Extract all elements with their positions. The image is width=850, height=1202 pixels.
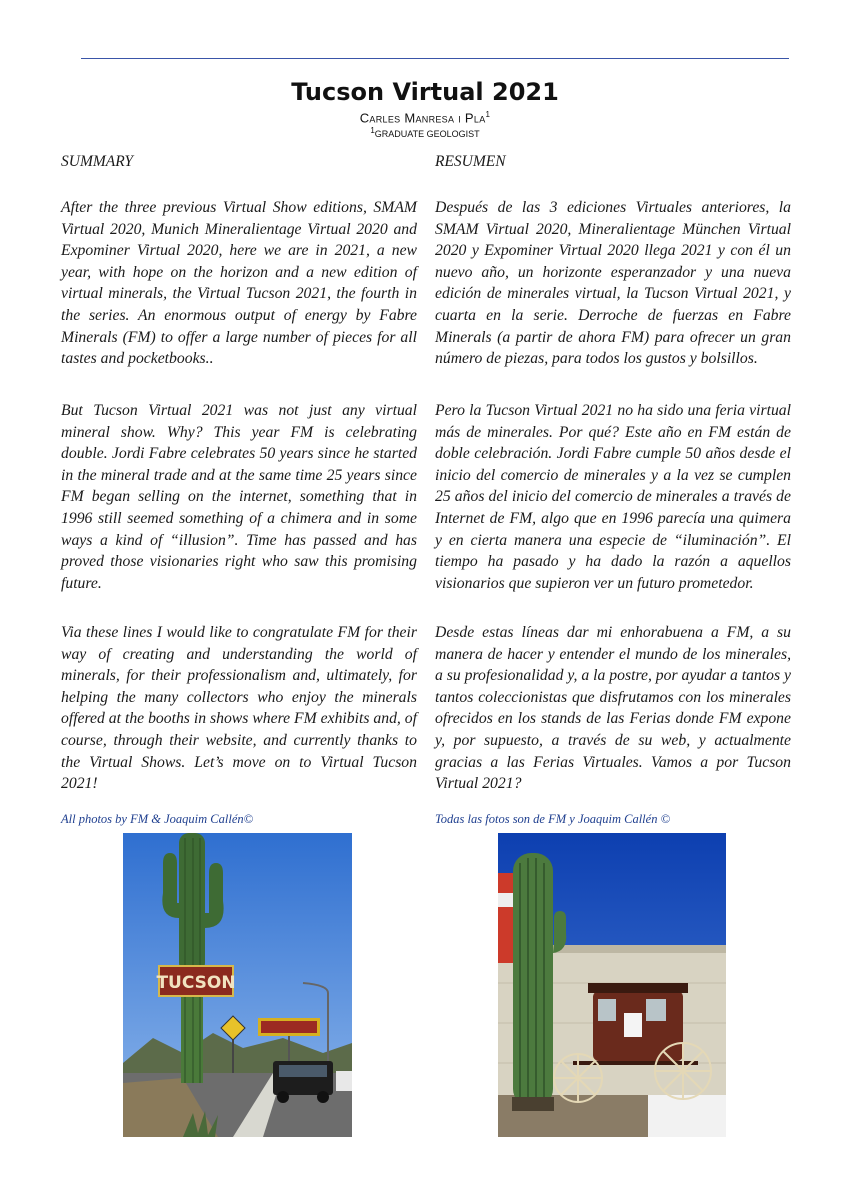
english-column	[61, 153, 417, 827]
resumen-paragraph-1: Después de las 3 ediciones Virtuales anteriores, la SMAM Virtual 2020, Mineralientage München Virtual 2020 y Expominer Virtual 2020 llega 2021 y con él un nuevo año, un horizonte esperanzador y una nueva edición de minerales virtual, la Tucson Virtual 2021, y cuarta en la serie. Derroche de fuerzas en Fabre Minerals (a partir de ahora FM) para ofrecer un gran número de piezas, para todos los gustos y bolsillos.	[435, 199, 791, 368]
author-name: Carles Manresa i Pla	[359, 110, 486, 126]
photo-credit-english: All photos by FM & Joaquim Callén©	[61, 812, 254, 826]
summary-heading: SUMMARY	[61, 153, 134, 170]
resumen-paragraph-2: Pero la Tucson Virtual 2021 no ha sido una feria virtual más de minerales. Por qué? Este año en FM están de doble celebración. Jordi Fabre cumple 50 años desde el inicio del comercio de minerales y a la vez se cumplen 25 años del inicio del comercio de minerales a través de Internet de FM, algo que en 1996 parecía una quimera y en cierta manera una especie de “iluminación”. El tiempo ha pasado y ha dado la razón a aquellos visionarios que supieron ver un futuro prometedor.	[435, 402, 791, 592]
affiliation-line	[0, 126, 850, 139]
header-rule	[81, 58, 789, 59]
affiliation-footnote-mark: 1	[370, 126, 375, 135]
author-line	[0, 110, 850, 125]
tucson-sign-text: TUCSON	[156, 973, 236, 993]
summary-paragraph-2: But Tucson Virtual 2021 was not just any virtual mineral show. Why? This year FM is celebrating double. Jordi Fabre celebrates 50 years since he started in the mineral trade and at the same time 25 years since FM began selling on the internet, something that in 1996 still seemed something of a chimera and in some ways a kind of “illusion”. Time has passed and has proved those visionaries right who saw this promising future.	[61, 402, 417, 592]
summary-paragraph-1: After the three previous Virtual Show editions, SMAM Virtual 2020, Munich Mineralientage Virtual 2020 and Expominer Virtual 2020, here we are in 2021, a new year, with hope on the horizon and a new edition of virtual minerals, the Virtual Tucson 2021, the fourth in the series. An enormous output of energy by Fabre Minerals (FM) to offer a large number of pieces for all tastes and pocketbooks..	[61, 199, 417, 368]
photo-saguaro-sign	[123, 833, 352, 1137]
resumen-heading: RESUMEN	[435, 153, 506, 170]
resumen-paragraph-3: Desde estas líneas dar mi enhorabuena a FM, a su manera de hacer y entender el mundo de los minerales, a su profesionalidad y, a la postre, por ayudar a tantos y tantos coleccionistas que disfrutamos con los minerales ofrecidos en los stands de las Ferias donde FM expone y, por supuesto, a través de su web, y actualmente gracias a las Ferias Virtuales. Vamos a por Tucson Virtual 2021?	[435, 624, 791, 793]
author-footnote-mark: 1	[485, 110, 491, 119]
spanish-column	[435, 153, 791, 827]
photo-stagecoach	[498, 833, 726, 1137]
affiliation-text: GRADUATE GEOLOGIST	[374, 129, 480, 139]
summary-paragraph-3: Via these lines I would like to congratulate FM for their way of creating and understanding the world of minerals, for their professionalism and, ultimately, for helping the many collectors who enjoy the minerals offered at the booths in shows where FM exhibits and, of course, through their website, and currently thanks to the Virtual Shows. Let’s move on to Virtual Tucson 2021!	[61, 624, 417, 793]
photo-credit-spanish: Todas las fotos son de FM y Joaquim Callén ©	[435, 812, 671, 826]
article-title: Tucson Virtual 2021	[291, 78, 559, 106]
